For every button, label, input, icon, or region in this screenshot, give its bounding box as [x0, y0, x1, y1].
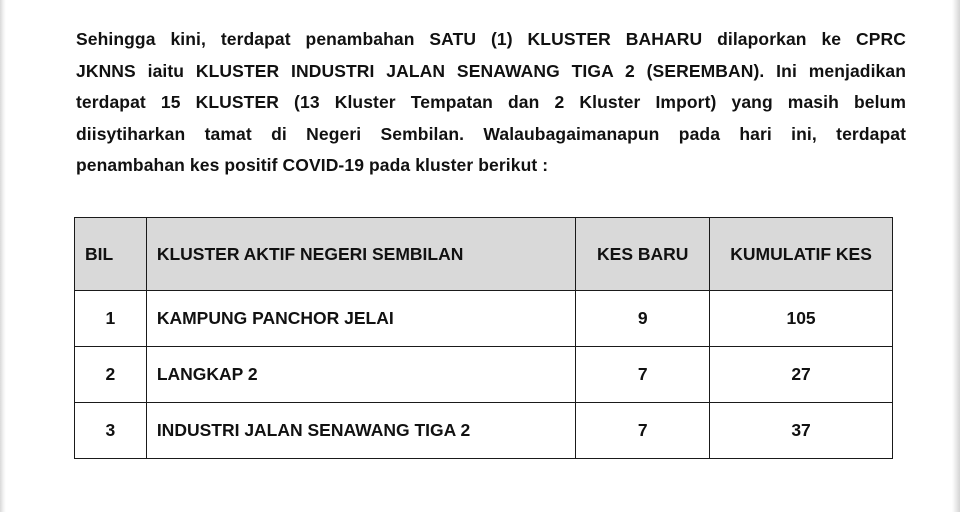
- cell-new-cases: 7: [576, 403, 710, 459]
- active-clusters-table: [74, 217, 893, 459]
- page-edge-right: [952, 0, 960, 512]
- table-row: [75, 347, 893, 403]
- header-cluster: KLUSTER AKTIF NEGERI SEMBILAN: [146, 218, 576, 291]
- table-row: [75, 291, 893, 347]
- paragraph-line: diisytiharkan tamat di Negeri Sembilan. Walaubagaimanapun pada hari ini, terdapat: [76, 123, 906, 144]
- table-row: [75, 403, 893, 459]
- cell-cumulative: 105: [710, 291, 893, 347]
- table-header-row: [75, 218, 893, 291]
- cell-cumulative: 37: [710, 403, 893, 459]
- cell-cluster: INDUSTRI JALAN SENAWANG TIGA 2: [146, 403, 576, 459]
- cell-cluster: LANGKAP 2: [146, 347, 576, 403]
- cell-new-cases: 9: [576, 291, 710, 347]
- announcement-paragraph: [76, 24, 906, 182]
- paragraph-line: JKNNS iaitu KLUSTER INDUSTRI JALAN SENAWANG TIGA 2 (SEREMBAN). Ini menjadikan: [76, 60, 906, 81]
- cell-bil: 2: [75, 347, 147, 403]
- page-edge-left: [0, 0, 6, 512]
- header-new-cases: KES BARU: [576, 218, 710, 291]
- paragraph-line: Sehingga kini, terdapat penambahan SATU (1) KLUSTER BAHARU dilaporkan ke CPRC: [76, 29, 906, 49]
- header-cumulative: KUMULATIF KES: [710, 218, 893, 291]
- cell-new-cases: 7: [576, 347, 710, 403]
- cell-cumulative: 27: [710, 347, 893, 403]
- paragraph-line: penambahan kes positif COVID-19 pada kluster berikut :: [76, 155, 549, 176]
- header-bil: BIL: [75, 218, 147, 291]
- cell-bil: 3: [75, 403, 147, 459]
- paragraph-line: terdapat 15 KLUSTER (13 Kluster Tempatan dan 2 Kluster Import) yang masih belum: [76, 92, 906, 113]
- cell-cluster: KAMPUNG PANCHOR JELAI: [146, 291, 576, 347]
- cell-bil: 1: [75, 291, 147, 347]
